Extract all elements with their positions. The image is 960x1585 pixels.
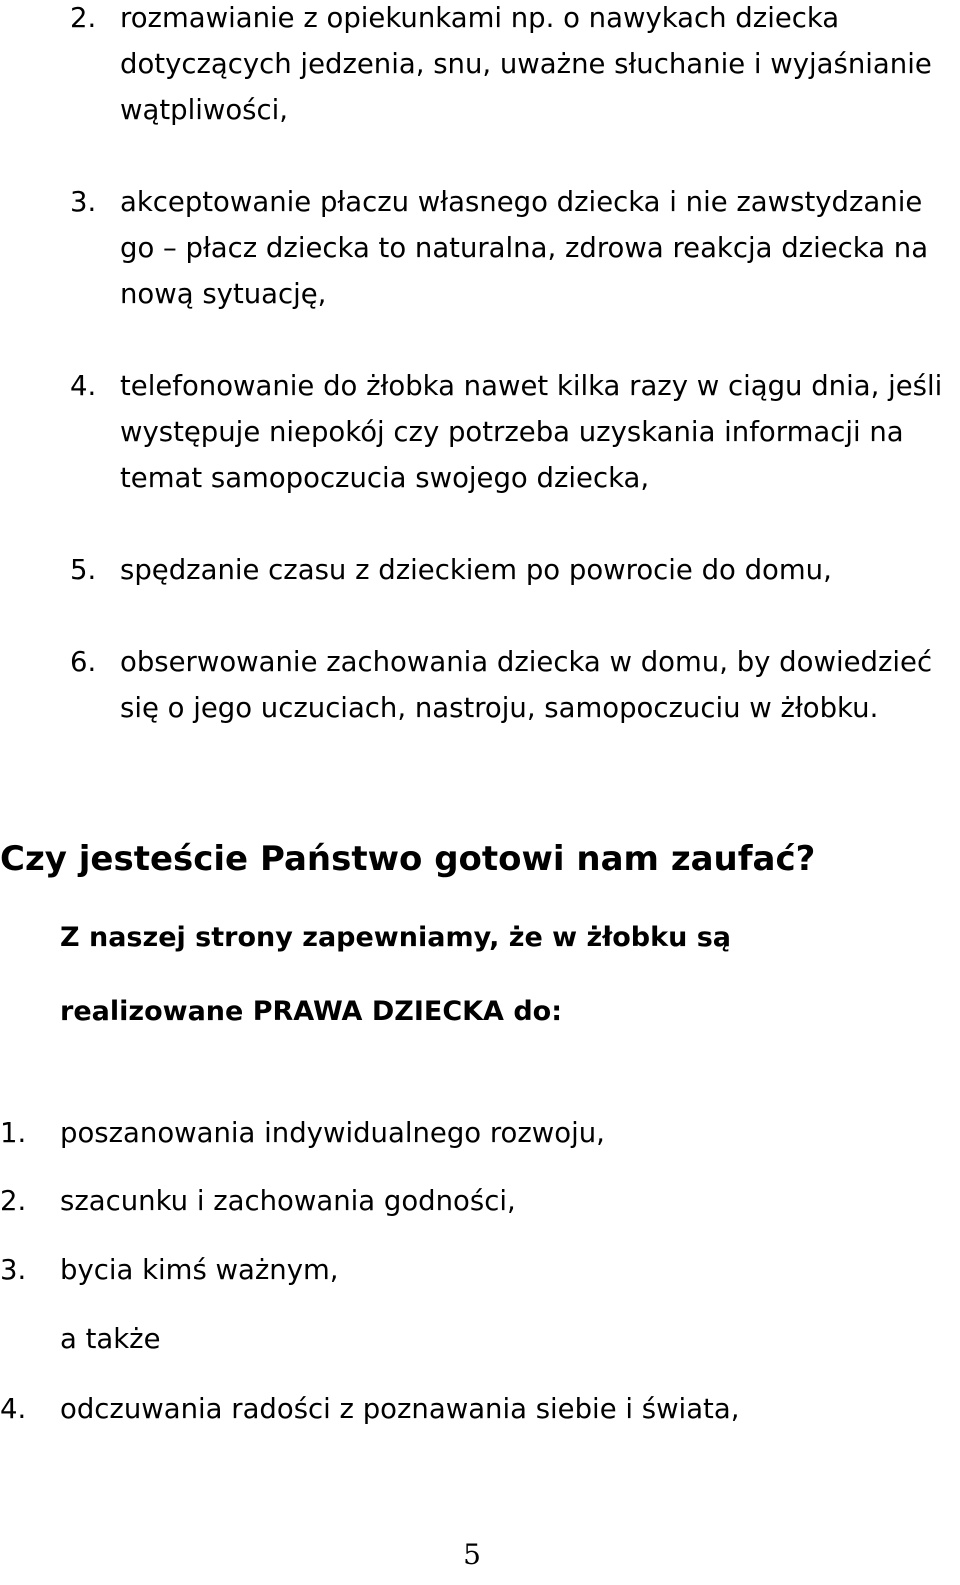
list-item-number: 2. [70,2,97,34]
list-item-number: 4. [0,1393,27,1425]
list-item [70,639,955,731]
section-heading: Czy jesteście Państwo gotowi nam zaufać? [0,839,816,879]
list-item-text: obserwowanie zachowania dziecka w domu, by dowiedzieć się o jego uczuciach, nastroju, samopoczuciu w żłobku. [120,646,933,724]
subheading-line-1: Z naszej strony zapewniamy, że w żłobku są [60,922,731,953]
list-item-text: a także [60,1323,161,1355]
list-item-text: szacunku i zachowania godności, [60,1185,516,1217]
list-item-text: bycia kimś ważnym, [60,1254,339,1286]
list-item [70,363,955,501]
list-item-text: odczuwania radości z poznawania siebie i świata, [60,1393,740,1425]
list-item-number: 2. [0,1185,27,1217]
list-item-number: 6. [70,646,97,678]
list-item-text: akceptowanie płaczu własnego dziecka i nie zawstydzanie go – płacz dziecka to naturalna, zdrowa reakcja dziecka na nową sytuację, [120,186,929,310]
parent-tips-list [70,0,955,782]
list-item-text: poszanowania indywidualnego rozwoju, [60,1117,605,1149]
list-item-number: 3. [0,1254,27,1286]
list-item [70,547,955,593]
list-item-number: 1. [0,1117,27,1149]
list-item-number: 4. [70,370,97,402]
subheading-line-2: realizowane PRAWA DZIECKA do: [60,996,563,1027]
list-item [70,179,955,317]
list-item-text: spędzanie czasu z dzieckiem po powrocie do domu, [120,554,832,586]
list-item-text: telefonowanie do żłobka nawet kilka razy w ciągu dnia, jeśli występuje niepokój czy potrzeba uzyskania informacji na temat samopoczucia swojego dziecka, [120,370,943,494]
list-item-number: 5. [70,554,97,586]
list-item-number: 3. [70,186,97,218]
list-item [70,0,955,133]
list-item-text: rozmawianie z opiekunkami np. o nawykach dziecka dotyczących jedzenia, snu, uważne słuchanie i wyjaśnianie wątpliwości, [120,2,932,126]
page-number: 5 [463,1538,481,1571]
